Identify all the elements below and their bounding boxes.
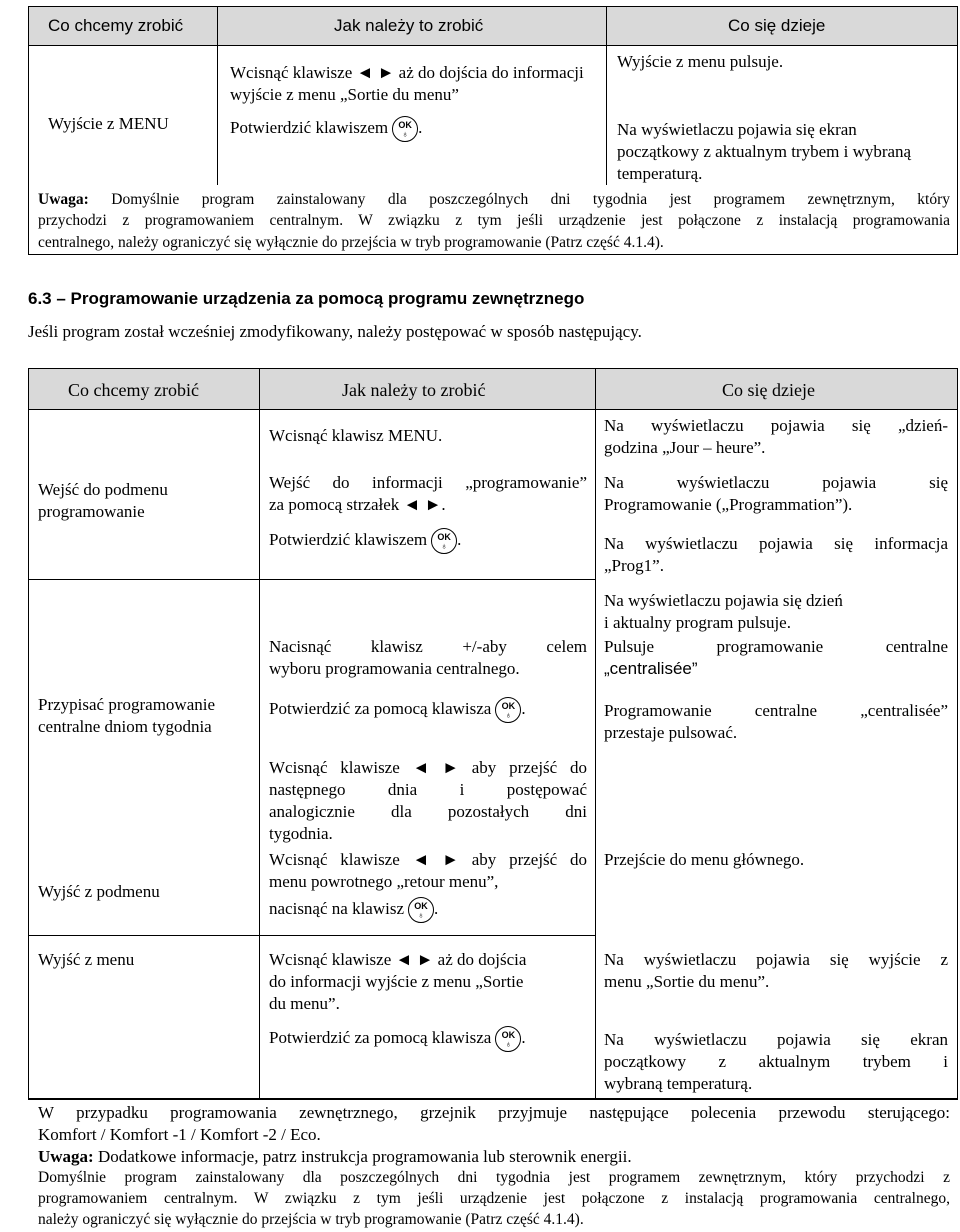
table2-footer-1: W przypadku programowania zewnętrznego, grzejnik przyjmuje następujące polecenia przewodu sterującego: Komfort / Komfort -1 / Komfort -2 / Eco. xyxy=(38,1103,950,1144)
table1-note-line1: Uwaga: Domyślnie program zainstalowany dla poszczególnych dni tygodnia jest programem zewnętrznym, który xyxy=(38,191,951,208)
table1-header-label-2: Jak należy to zrobić xyxy=(334,16,484,35)
table2-col-divider-1 xyxy=(259,409,260,1099)
table1-col-divider-2 xyxy=(606,45,607,185)
table1-step2-label: Potwierdzić klawiszem xyxy=(230,117,389,137)
table2-r9-how: Wcisnąć klawisze ◄ ► aż do dojścia do informacji wyjście z menu „Sortie du menu”. xyxy=(269,950,527,1013)
table2-r3-res: Na wyświetlaczu pojawia się informacja „Prog1”. xyxy=(604,534,948,575)
table2-r8-how: Wcisnąć klawisze ◄ ► aby przejść do menu powrotnego „retour menu”, nacisnąć na klawisz OK ♁ . xyxy=(269,849,587,923)
table2-footer-3: Domyślnie program zainstalowany dla poszczególnych dni tygodnia jest programem zewnętrznym, który przychodzi z programowaniem centralnym. W związku z tym jeśli urządzenie jest połączone z instalacją programowania centralnego, należy ograniczyć się wyłącznie do przejścia w tryb programowanie (Patrz część 4.1.4). xyxy=(38,1169,950,1228)
table1-action: Wyjście z MENU xyxy=(48,114,169,133)
table1-note-line2: przychodzi z programowaniem centralnym. W związku z tym jeśli urządzenie jest połączone z instalacją programowania xyxy=(38,212,950,229)
table2-r4-res: Na wyświetlaczu pojawia się dzień i aktualny program pulsuje. xyxy=(604,591,843,632)
ok-button-icon: OK ♁ xyxy=(392,116,418,142)
table1-step2-how: Potwierdzić klawiszem OK ♁ . xyxy=(230,116,422,142)
table2-col-divider-2 xyxy=(595,409,596,1099)
table1-step1-how: Wcisnąć klawisze ◄ ► aż do dojścia do informacji wyjście z menu „Sortie du menu” xyxy=(230,63,584,104)
table2-row-divider-1 xyxy=(28,579,596,580)
section-heading: 6.3 – Programowanie urządzenia za pomocą programu zewnętrznego xyxy=(28,289,585,308)
table2-action-1: Wejść do podmenu programowanie xyxy=(38,480,168,521)
ok-button-icon: OK ♁ xyxy=(431,528,457,554)
table2-header-label-2: Jak należy to zrobić xyxy=(342,380,486,400)
table2-action-3: Wyjść z podmenu xyxy=(38,882,160,901)
table2-r2-how: Wejść do informacji „programowanie” za pomocą strzałek ◄ ►. xyxy=(269,473,587,514)
table2-r1-res: Na wyświetlaczu pojawia się „dzień- godzina „Jour – heure”. xyxy=(604,416,948,457)
table2-header-label-3: Co się dzieje xyxy=(722,380,815,400)
table1-col-divider-1 xyxy=(217,45,218,185)
ok-button-icon: OK ♁ xyxy=(408,897,434,923)
table1-step2-result: Na wyświetlaczu pojawia się ekran początkowy z aktualnym trybem i wybraną temperaturą. xyxy=(617,120,912,183)
table2-r1-how: Wcisnąć klawisz MENU. xyxy=(269,426,443,445)
table2-r5-how: Nacisnąć klawisz +/-aby celem wyboru programowania centralnego. xyxy=(269,637,587,678)
table1-header-label-1: Co chcemy zrobić xyxy=(48,16,184,35)
ok-button-icon: OK ♁ xyxy=(495,1026,521,1052)
table2-footer-2: Uwaga: Dodatkowe informacje, patrz instrukcja programowania lub sterownik energii. xyxy=(38,1147,632,1166)
table2-r7-how: Wcisnąć klawisze ◄ ► aby przejść do następnego dnia i postępować analogicznie dla pozostałych dni tygodnia. xyxy=(269,758,587,843)
table2-footer-note-label: Uwaga: xyxy=(38,1147,94,1166)
table2-r5-res: Pulsuje programowanie centralne „centralisée” xyxy=(604,637,948,678)
table2-r8-res: Przejście do menu głównego. xyxy=(604,850,805,869)
table2-action-4: Wyjść z menu xyxy=(38,950,135,969)
section-intro: Jeśli program został wcześniej zmodyfikowany, należy postępować w sposób następujący. xyxy=(28,322,642,341)
table2-r6-res: Programowanie centralne „centralisée” przestaje pulsować. xyxy=(604,701,948,742)
table2-r6-how: Potwierdzić za pomocą klawisza OK ♁ . xyxy=(269,697,526,723)
table1-note-label: Uwaga: xyxy=(38,191,89,208)
table2-row-divider-3 xyxy=(28,1099,958,1100)
table2-row-divider-2 xyxy=(28,935,596,936)
table2-r10-res: Na wyświetlaczu pojawia się ekran początkowy z aktualnym trybem i wybraną temperaturą. xyxy=(604,1030,948,1093)
table2-r2-res: Na wyświetlaczu pojawia się Programowanie („Programmation”). xyxy=(604,473,948,514)
table2-r3-how: Potwierdzić klawiszem OK ♁ . xyxy=(269,528,461,554)
table1-note-line3: centralnego, należy ograniczyć się wyłącznie do przejścia w tryb programowanie (Patrz część 4.1.4). xyxy=(38,234,664,251)
table2-r10-how: Potwierdzić za pomocą klawisza OK ♁ . xyxy=(269,1026,526,1052)
table2-header-label-1: Co chcemy zrobić xyxy=(68,380,199,400)
table2-r9-res: Na wyświetlaczu pojawia się wyjście z menu „Sortie du menu”. xyxy=(604,950,948,991)
table1-header-label-3: Co się dzieje xyxy=(728,16,826,35)
table2-action-2: Przypisać programowanie centralne dniom tygodnia xyxy=(38,695,216,736)
table1-step1-result: Wyjście z menu pulsuje. xyxy=(617,52,784,71)
ok-button-icon: OK ♁ xyxy=(495,697,521,723)
